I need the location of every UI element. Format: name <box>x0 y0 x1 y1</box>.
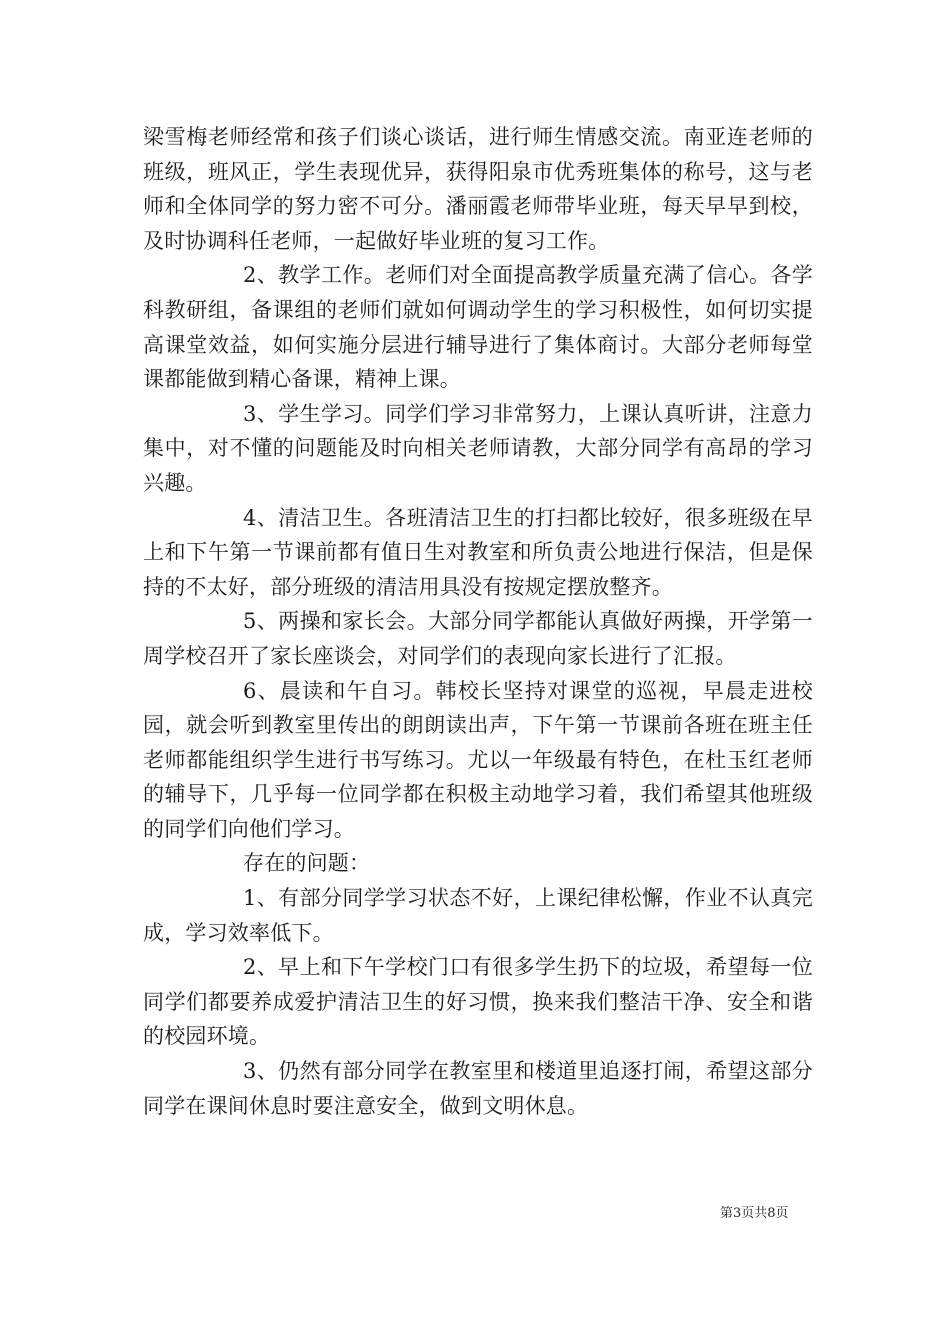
paragraph-continuation: 梁雪梅老师经常和孩子们谈心谈话，进行师生情感交流。南亚连老师的班级，班风正，学生表现优异，获得阳泉市优秀班集体的称号，这与老师和全体同学的努力密不可分。潘丽霞老师带毕业班，每天早早到校，及时协调科任老师，一起做好毕业班的复习工作。 <box>143 125 813 253</box>
section-heading-problems: 存在的问题： <box>243 851 371 876</box>
paragraph-problem-3: 3、仍然有部分同学在教室里和楼道里追逐打闹，希望这部分同学在课间休息时要注意安全，做到文明休息。 <box>143 1059 813 1118</box>
paragraph-exercises-parents-meeting: 5、两操和家长会。大部分同学都能认真做好两操，开学第一周学校召开了家长座谈会，对同学们的表现向家长进行了汇报。 <box>143 609 813 668</box>
page-number-footer: 第3页共8页 <box>720 1206 789 1221</box>
paragraph-problem-2: 2、早上和下午学校门口有很多学生扔下的垃圾，希望每一位同学们都要养成爱护清洁卫生的好习惯，换来我们整洁干净、安全和谐的校园环境。 <box>143 955 813 1049</box>
paragraph-cleaning: 4、清洁卫生。各班清洁卫生的打扫都比较好，很多班级在早上和下午第一节课前都有值日生对教室和所负责公地进行保洁，但是保持的不太好，部分班级的清洁用具没有按规定摆放整齐。 <box>143 505 813 599</box>
paragraph-problem-1: 1、有部分同学学习状态不好，上课纪律松懈，作业不认真完成，学习效率低下。 <box>143 886 813 945</box>
paragraph-teaching-work: 2、教学工作。老师们对全面提高教学质量充满了信心。各学科教研组，备课组的老师们就如何调动学生的学习积极性，如何切实提高课堂效益，如何实施分层进行辅导进行了集体商讨。大部分老师每堂课都能做到精心备课，精神上课。 <box>143 263 813 392</box>
paragraph-morning-reading: 6、晨读和午自习。韩校长坚持对课堂的巡视，早晨走进校园，就会听到教室里传出的朗朗读出声，下午第一节课前各班在班主任老师都能组织学生进行书写练习。尤以一年级最有特色，在杜玉红老师的辅导下，几乎每一位同学都在积极主动地学习着，我们希望其他班级的同学们向他们学习。 <box>143 678 813 841</box>
paragraph-student-study: 3、学生学习。同学们学习非常努力，上课认真听讲，注意力集中，对不懂的问题能及时向相关老师请教，大部分同学有高昂的学习兴趣。 <box>143 401 813 495</box>
document-body <box>143 120 813 1123</box>
